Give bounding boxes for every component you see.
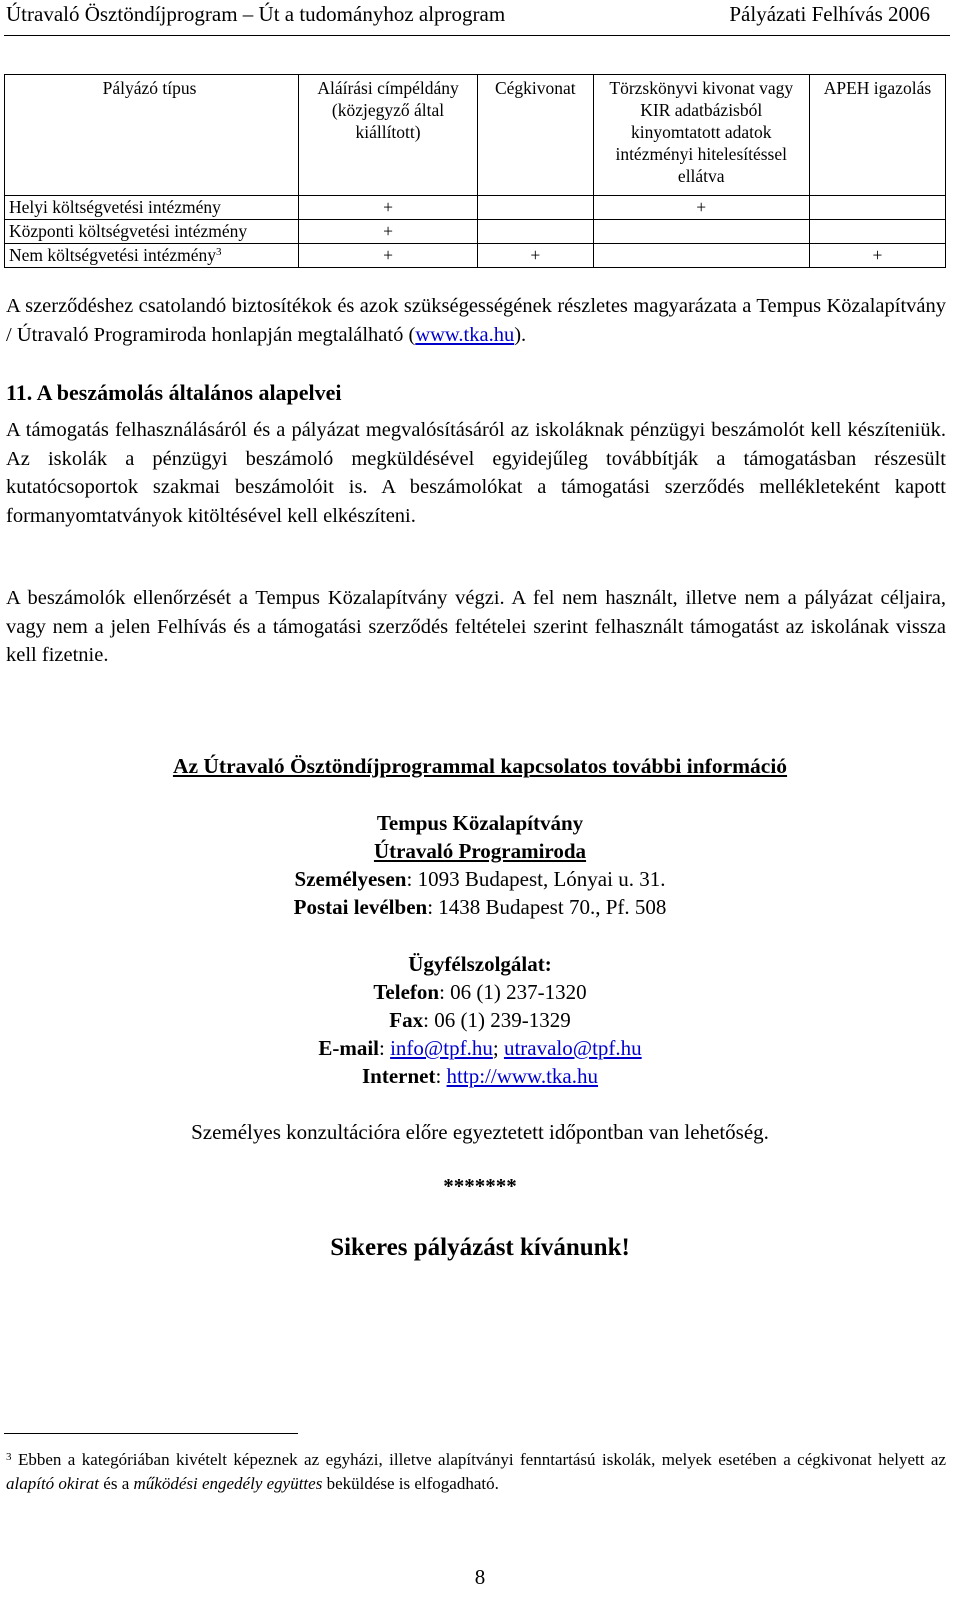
table-cell: + bbox=[593, 196, 809, 220]
paragraph-text: A beszámolók ellenőrzését a Tempus Közalapítvány végzi. A fel nem használt, illetve nem a pályázat céljaira, vagy nem a jelen Felhívás és a támogatási szerződés feltételei szerint felhasznált támogatást az iskolának vissza kell fizetnie. bbox=[6, 587, 946, 666]
table-cell bbox=[809, 196, 945, 220]
row-type-label: Helyi költségvetési intézmény bbox=[9, 197, 221, 217]
table-row bbox=[5, 196, 946, 220]
tka-website-link[interactable]: www.tka.hu bbox=[415, 323, 515, 346]
internet-line bbox=[0, 1062, 960, 1090]
email-label: E-mail bbox=[318, 1036, 379, 1060]
row-type-label: Nem költségvetési intézmény bbox=[9, 245, 217, 265]
page-number: 8 bbox=[474, 1565, 486, 1589]
phone-line bbox=[0, 978, 960, 1006]
table-cell: + bbox=[809, 244, 945, 268]
stars-separator bbox=[0, 1172, 960, 1200]
stars-text: ******* bbox=[443, 1174, 517, 1198]
table-cell-type bbox=[5, 244, 299, 268]
closing-text: Sikeres pályázást kívánunk! bbox=[330, 1234, 630, 1261]
office-name-text: Útravaló Programiroda bbox=[373, 839, 587, 863]
table-cell: + bbox=[299, 220, 478, 244]
postal-address bbox=[0, 893, 960, 921]
row-type-label: Központi költségvetési intézmény bbox=[9, 221, 248, 241]
header-divider bbox=[4, 35, 950, 36]
customer-service-label: Ügyfélszolgálat: bbox=[408, 952, 552, 976]
footnote-italic: alapító okirat bbox=[6, 1474, 100, 1493]
internet-label: Internet bbox=[361, 1064, 436, 1088]
footnote-text: Ebben a kategóriában kivételt képeznek az egyházi, illetve alapítványi fenntartású iskolák, melyek esetében a cégkivonat helyett az bbox=[11, 1450, 946, 1469]
email-line bbox=[0, 1034, 960, 1062]
fax-line bbox=[0, 1006, 960, 1034]
table-cell bbox=[478, 220, 594, 244]
fax-label: Fax bbox=[389, 1008, 424, 1032]
consultation-note: Személyes konzultációra előre egyeztetett időpontban van lehetőség. bbox=[191, 1120, 769, 1144]
internet-link[interactable]: http://www.tka.hu bbox=[446, 1064, 599, 1088]
table-header-row bbox=[5, 75, 946, 196]
footnote-reference[interactable]: 3 bbox=[216, 246, 222, 258]
separator: : bbox=[435, 1064, 447, 1088]
table-cell bbox=[593, 220, 809, 244]
table-header-cell: Aláírási címpéldány (közjegyző által kiállított) bbox=[299, 75, 478, 196]
closing-greeting bbox=[0, 1232, 960, 1264]
org-name bbox=[0, 809, 960, 837]
table-cell-type bbox=[5, 196, 299, 220]
paragraph-text: A támogatás felhasználásáról és a pályázat megvalósításáról az iskoláknak pénzügyi beszámolót kell készíteniük. Az iskolák a pénzügyi beszámoló megküldésével egyidejűleg továbbítják a támogatásban részesült kutatócsoportok szakmai beszámolóit is. A beszámolókat a támogatási szerződés mellékleteként kapott formanyomtatványok kitöltésével kell elkészíteni. bbox=[6, 419, 946, 527]
postal-label: Postai levélben bbox=[293, 895, 428, 919]
phone-value: : 06 (1) 237-1320 bbox=[439, 980, 587, 1004]
fax-value: : 06 (1) 239-1329 bbox=[423, 1008, 571, 1032]
table-cell: + bbox=[299, 196, 478, 220]
footnote-marker: 3 bbox=[6, 1451, 12, 1463]
in-person-address bbox=[0, 865, 960, 893]
office-name bbox=[0, 837, 960, 865]
header-program-title: Útravaló Ösztöndíjprogram – Út a tudományhoz alprogram bbox=[6, 2, 506, 26]
table-cell: + bbox=[478, 244, 594, 268]
table-cell bbox=[809, 220, 945, 244]
utravalo-email-link[interactable]: utravalo@tpf.hu bbox=[503, 1036, 642, 1060]
section-heading bbox=[6, 380, 342, 406]
table-cell bbox=[478, 196, 594, 220]
guarantee-text-end: ). bbox=[514, 323, 527, 346]
table-cell: + bbox=[299, 244, 478, 268]
separator: : bbox=[379, 1036, 391, 1060]
guarantee-text: A szerződéshez csatolandó biztosítékok és azok szükségességének részletes magyarázata a Tempus Közalapítvány / Útravaló Programiroda honlapján megtalálható ( bbox=[6, 295, 946, 346]
postal-value: : 1438 Budapest 70., Pf. 508 bbox=[427, 895, 667, 919]
table-row bbox=[5, 220, 946, 244]
reporting-paragraph-1 bbox=[6, 416, 946, 530]
table-header-cell: APEH igazolás bbox=[809, 75, 945, 196]
org-name-text: Tempus Közalapítvány bbox=[376, 811, 584, 835]
section-number: 11. bbox=[6, 380, 33, 405]
footnote-italic: működési engedély együttes bbox=[133, 1474, 323, 1493]
section-title: A beszámolás általános alapelvei bbox=[36, 380, 342, 405]
footnote-text: és a bbox=[99, 1474, 134, 1493]
requirements-table bbox=[4, 74, 946, 268]
in-person-value: : 1093 Budapest, Lónyai u. 31. bbox=[406, 867, 666, 891]
footnote-text: beküldése is elfogadható. bbox=[322, 1474, 499, 1493]
table-row bbox=[5, 244, 946, 268]
table-header-cell: Törzskönyvi kivonat vagy KIR adatbázisból kinyomtatott adatok intézményi hitelesítéssel ellátva bbox=[593, 75, 809, 196]
table-cell-type bbox=[5, 220, 299, 244]
footnote-divider bbox=[4, 1433, 298, 1434]
info-email-link[interactable]: info@tpf.hu bbox=[390, 1036, 493, 1060]
reporting-paragraph-2 bbox=[6, 584, 946, 670]
table-cell bbox=[593, 244, 809, 268]
phone-label: Telefon bbox=[373, 980, 440, 1004]
table-header-cell: Cégkivonat bbox=[478, 75, 594, 196]
header-call-title: Pályázati Felhívás 2006 bbox=[729, 2, 930, 26]
guarantee-paragraph bbox=[6, 292, 946, 349]
separator: ; bbox=[492, 1036, 504, 1060]
footnote bbox=[6, 1448, 946, 1496]
customer-service-title bbox=[0, 950, 960, 978]
info-title: Az Útravaló Ösztöndíjprogrammal kapcsolatos további információ bbox=[172, 754, 788, 778]
table-header-cell: Pályázó típus bbox=[5, 75, 299, 196]
in-person-label: Személyesen bbox=[294, 867, 407, 891]
